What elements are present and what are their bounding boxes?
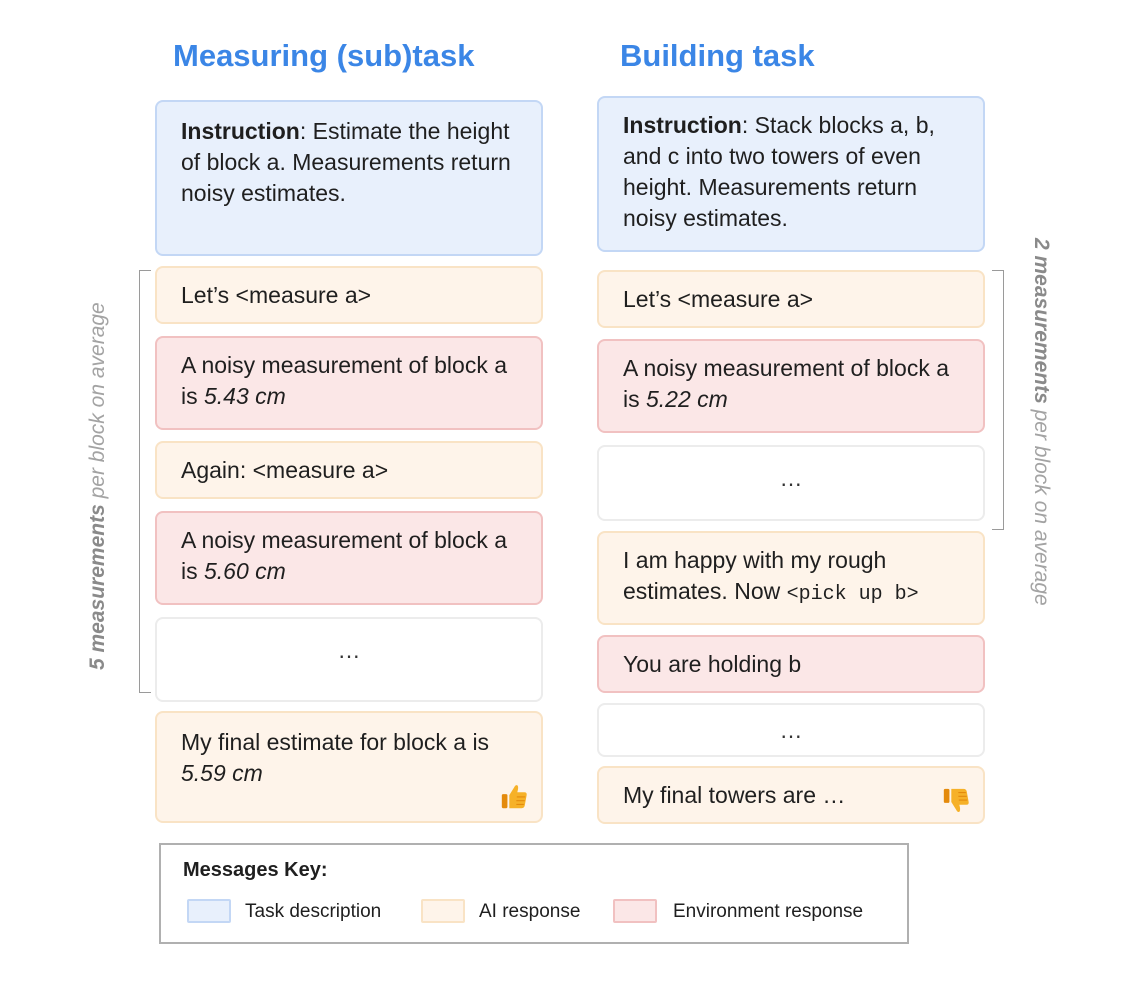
side-label-rest: per block on average xyxy=(86,302,109,505)
building-bracket xyxy=(992,270,1004,530)
message-text: A noisy measurement of block a is xyxy=(181,352,507,409)
measuring-final-message xyxy=(155,711,543,823)
measuring-ai-message-2 xyxy=(155,441,543,499)
ellipsis-text: … xyxy=(779,717,803,743)
instruction-label: Instruction xyxy=(181,118,300,144)
legend-label-ai: AI response xyxy=(479,901,581,922)
message-text: A noisy measurement of block a is xyxy=(623,355,949,412)
ellipsis-text: … xyxy=(337,637,361,663)
legend-swatch-ai xyxy=(421,899,465,923)
building-env-message-1 xyxy=(597,339,985,433)
thumbs-up-icon xyxy=(499,781,529,811)
building-ai-message-2 xyxy=(597,531,985,625)
side-label-count: 2 measurements xyxy=(1030,238,1053,404)
message-text: A noisy measurement of block a is xyxy=(181,527,507,584)
measuring-instruction-box xyxy=(155,100,543,256)
side-label-rest: per block on average xyxy=(1030,403,1053,606)
measuring-env-message-1 xyxy=(155,336,543,430)
legend-swatch-task xyxy=(187,899,231,923)
message-text: Let’s <measure a> xyxy=(623,286,814,312)
building-ai-message-1 xyxy=(597,270,985,328)
measuring-env-message-2 xyxy=(155,511,543,605)
legend-title: Messages Key: xyxy=(183,859,328,881)
message-text: My final estimate for block a is xyxy=(181,729,490,755)
instruction-text: : Stack blocks a, b, and c into two towers of even height. Measurements return noisy estimates. xyxy=(623,112,935,231)
messages-key-legend xyxy=(159,843,909,944)
legend-swatch-env xyxy=(613,899,657,923)
building-side-label xyxy=(1027,238,1053,606)
measuring-bracket xyxy=(139,270,151,693)
measurement-value: 5.43 cm xyxy=(204,383,286,409)
message-text: Again: <measure a> xyxy=(181,457,389,483)
measuring-ellipsis-box xyxy=(155,617,543,702)
instruction-text: : Estimate the height of block a. Measurements return noisy estimates. xyxy=(181,118,511,206)
measuring-task-title: Measuring (sub)task xyxy=(173,38,475,73)
building-env-message-2 xyxy=(597,635,985,693)
building-instruction-box xyxy=(597,96,985,252)
building-task-title: Building task xyxy=(620,38,815,73)
building-final-message xyxy=(597,766,985,824)
measuring-ai-message-1 xyxy=(155,266,543,324)
message-text: Let’s <measure a> xyxy=(181,282,372,308)
ellipsis-text: … xyxy=(779,465,803,491)
measurement-value: 5.60 cm xyxy=(204,558,286,584)
thumbs-down-icon xyxy=(941,786,971,816)
measuring-side-label xyxy=(86,302,112,670)
measurement-value: 5.22 cm xyxy=(646,386,728,412)
building-ellipsis-box-1 xyxy=(597,445,985,521)
legend-label-task: Task description xyxy=(245,901,382,922)
legend-label-env: Environment response xyxy=(673,901,864,922)
message-text: My final towers are … xyxy=(623,782,846,808)
instruction-label: Instruction xyxy=(623,112,742,138)
message-text: You are holding b xyxy=(623,651,802,677)
side-label-count: 5 measurements xyxy=(86,504,109,670)
final-value: 5.59 cm xyxy=(181,760,263,786)
message-text: I am happy with my rough estimates. Now xyxy=(623,547,887,604)
action-code: <pick up b> xyxy=(786,583,919,606)
building-ellipsis-box-2 xyxy=(597,703,985,757)
